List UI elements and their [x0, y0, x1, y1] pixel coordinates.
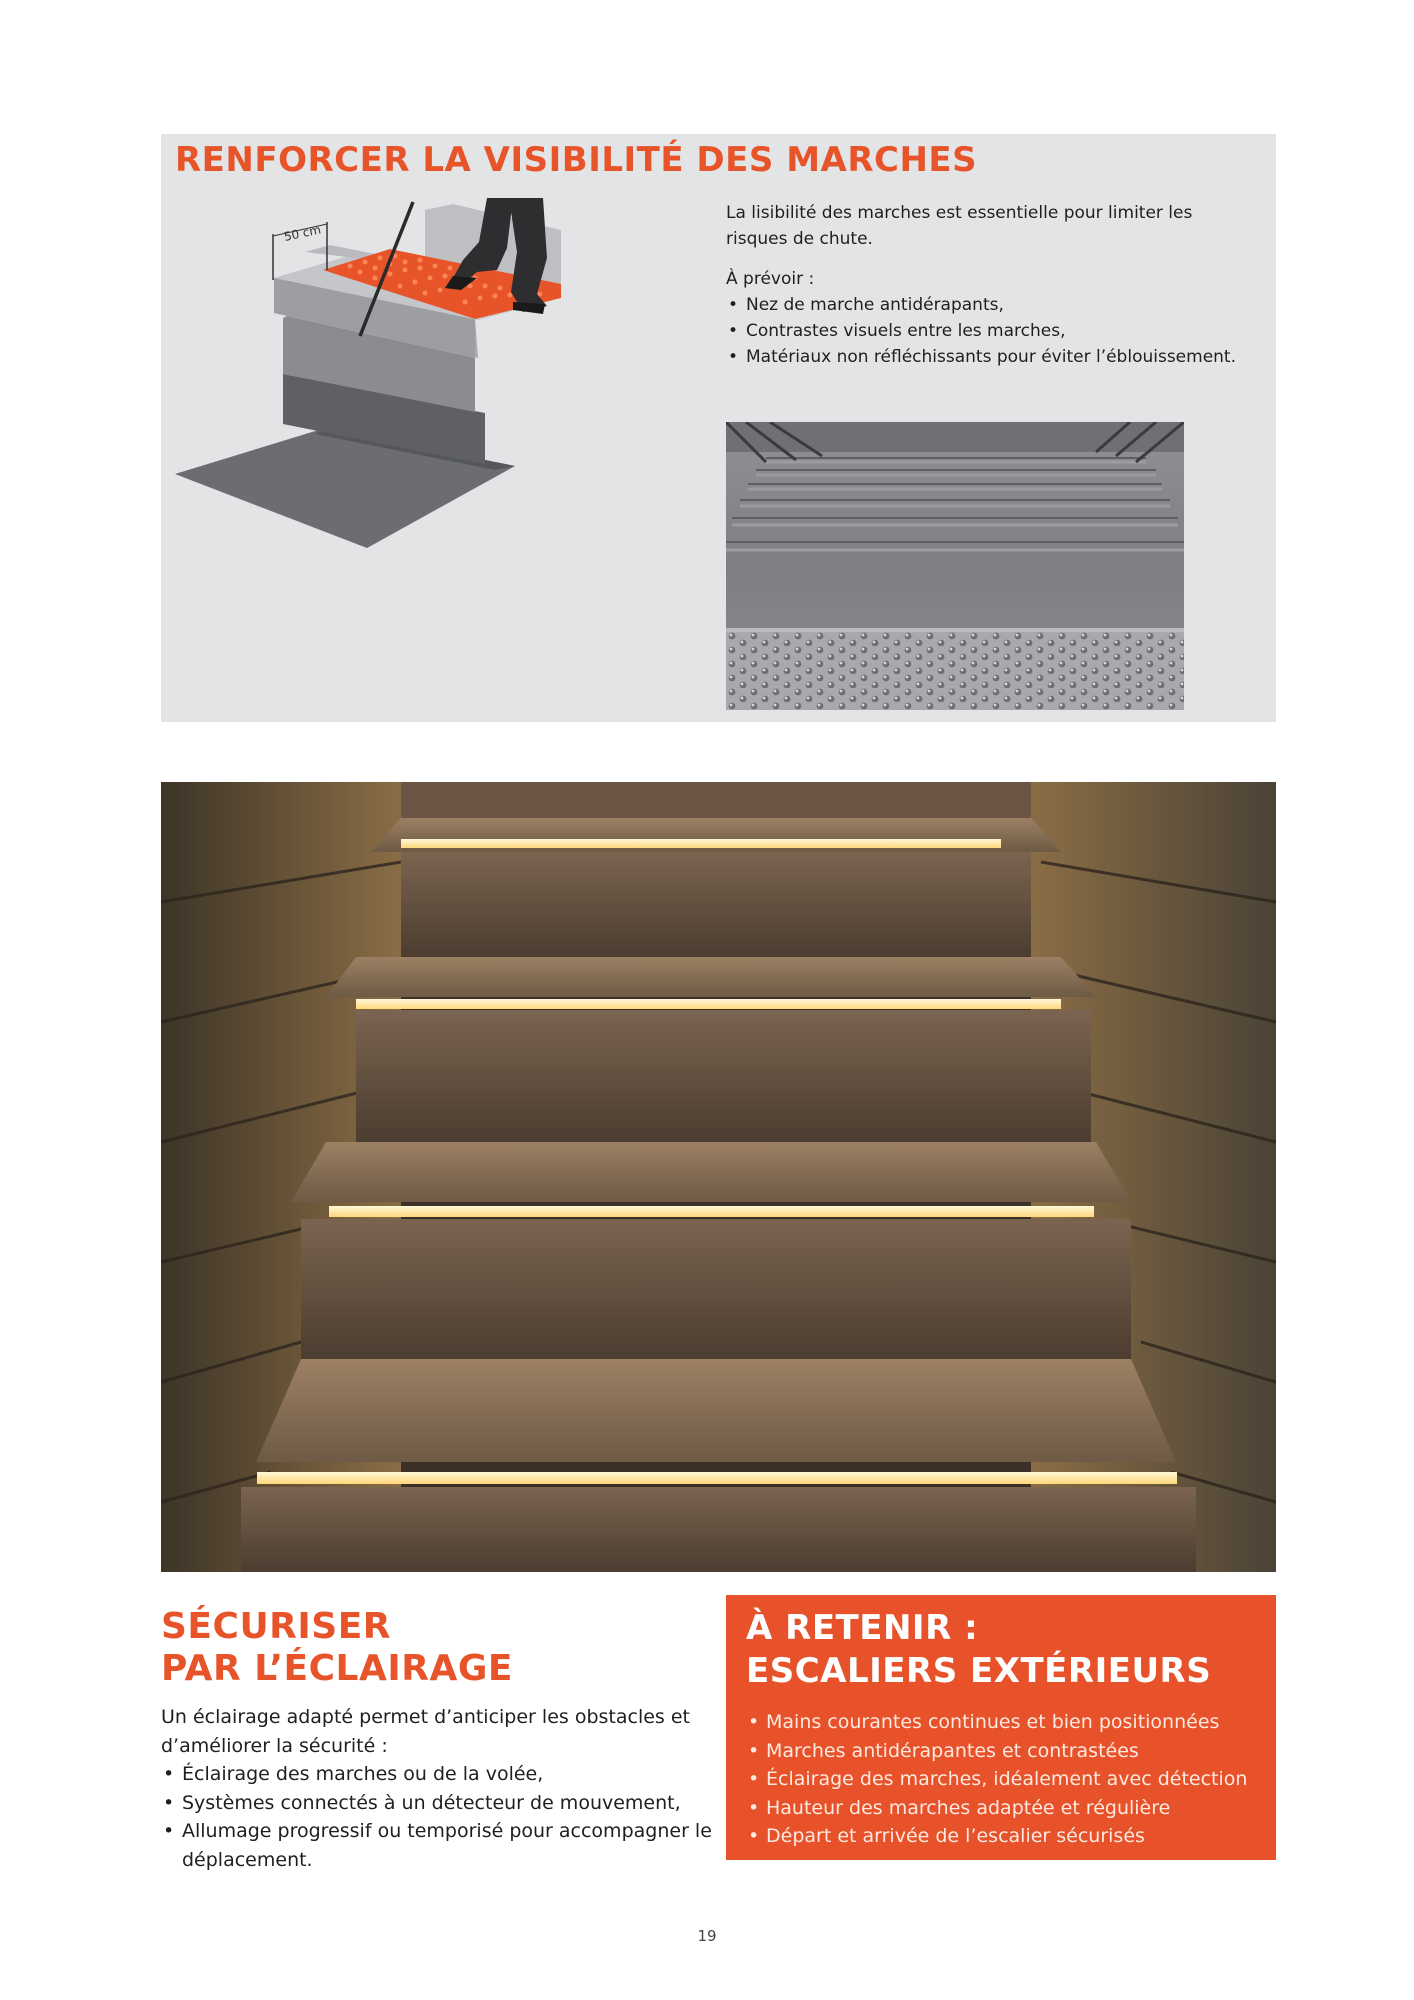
list-item: • Éclairage des marches ou de la volée,: [161, 1760, 721, 1789]
list-item: • Éclairage des marches, idéalement avec détection: [746, 1765, 1271, 1794]
list-item: • Contrastes visuels entre les marches,: [726, 318, 1266, 344]
dimension-label: 50 cm: [282, 222, 323, 244]
list-item: • Systèmes connectés à un détecteur de mouvement,: [161, 1789, 721, 1818]
list-item: • Départ et arrivée de l’escalier sécurisés: [746, 1822, 1271, 1851]
retenir-box: [726, 1595, 1276, 1860]
list-item: • Mains courantes continues et bien positionnées: [746, 1708, 1271, 1737]
retenir-title-line: ESCALIERS EXTÉRIEURS: [746, 1651, 1212, 1691]
lighting-intro: Un éclairage adapté permet d’anticiper les obstacles et d’améliorer la sécurité :: [161, 1706, 690, 1757]
lit-steps-photo: [161, 782, 1276, 1572]
lighting-title: [161, 1606, 513, 1690]
lighting-title-line: PAR L’ÉCLAIRAGE: [161, 1648, 513, 1689]
visibility-title: RENFORCER LA VISIBILITÉ DES MARCHES: [175, 140, 978, 180]
visibility-intro: La lisibilité des marches est essentielle pour limiter les risques de chute.: [726, 203, 1193, 249]
retenir-title-line: À RETENIR :: [746, 1608, 979, 1648]
prevoir-list: [726, 292, 1266, 370]
list-item: • Hauteur des marches adaptée et régulière: [746, 1794, 1271, 1823]
lighting-title-line: SÉCURISER: [161, 1606, 392, 1647]
stair-illustration: [175, 198, 715, 558]
list-item: • Nez de marche antidérapants,: [726, 292, 1266, 318]
retenir-title: [746, 1607, 1211, 1693]
list-item: • Marches antidérapantes et contrastées: [746, 1737, 1271, 1766]
list-item: • Matériaux non réfléchissants pour éviter l’éblouissement.: [726, 344, 1266, 370]
prevoir-label: À prévoir :: [726, 269, 815, 289]
lighting-list: [161, 1760, 721, 1874]
outdoor-steps-photo: [726, 422, 1184, 710]
retenir-list: [746, 1708, 1271, 1851]
page-number: 19: [697, 1927, 717, 1945]
list-item: • Allumage progressif ou temporisé pour accompagner le déplacement.: [161, 1817, 721, 1874]
